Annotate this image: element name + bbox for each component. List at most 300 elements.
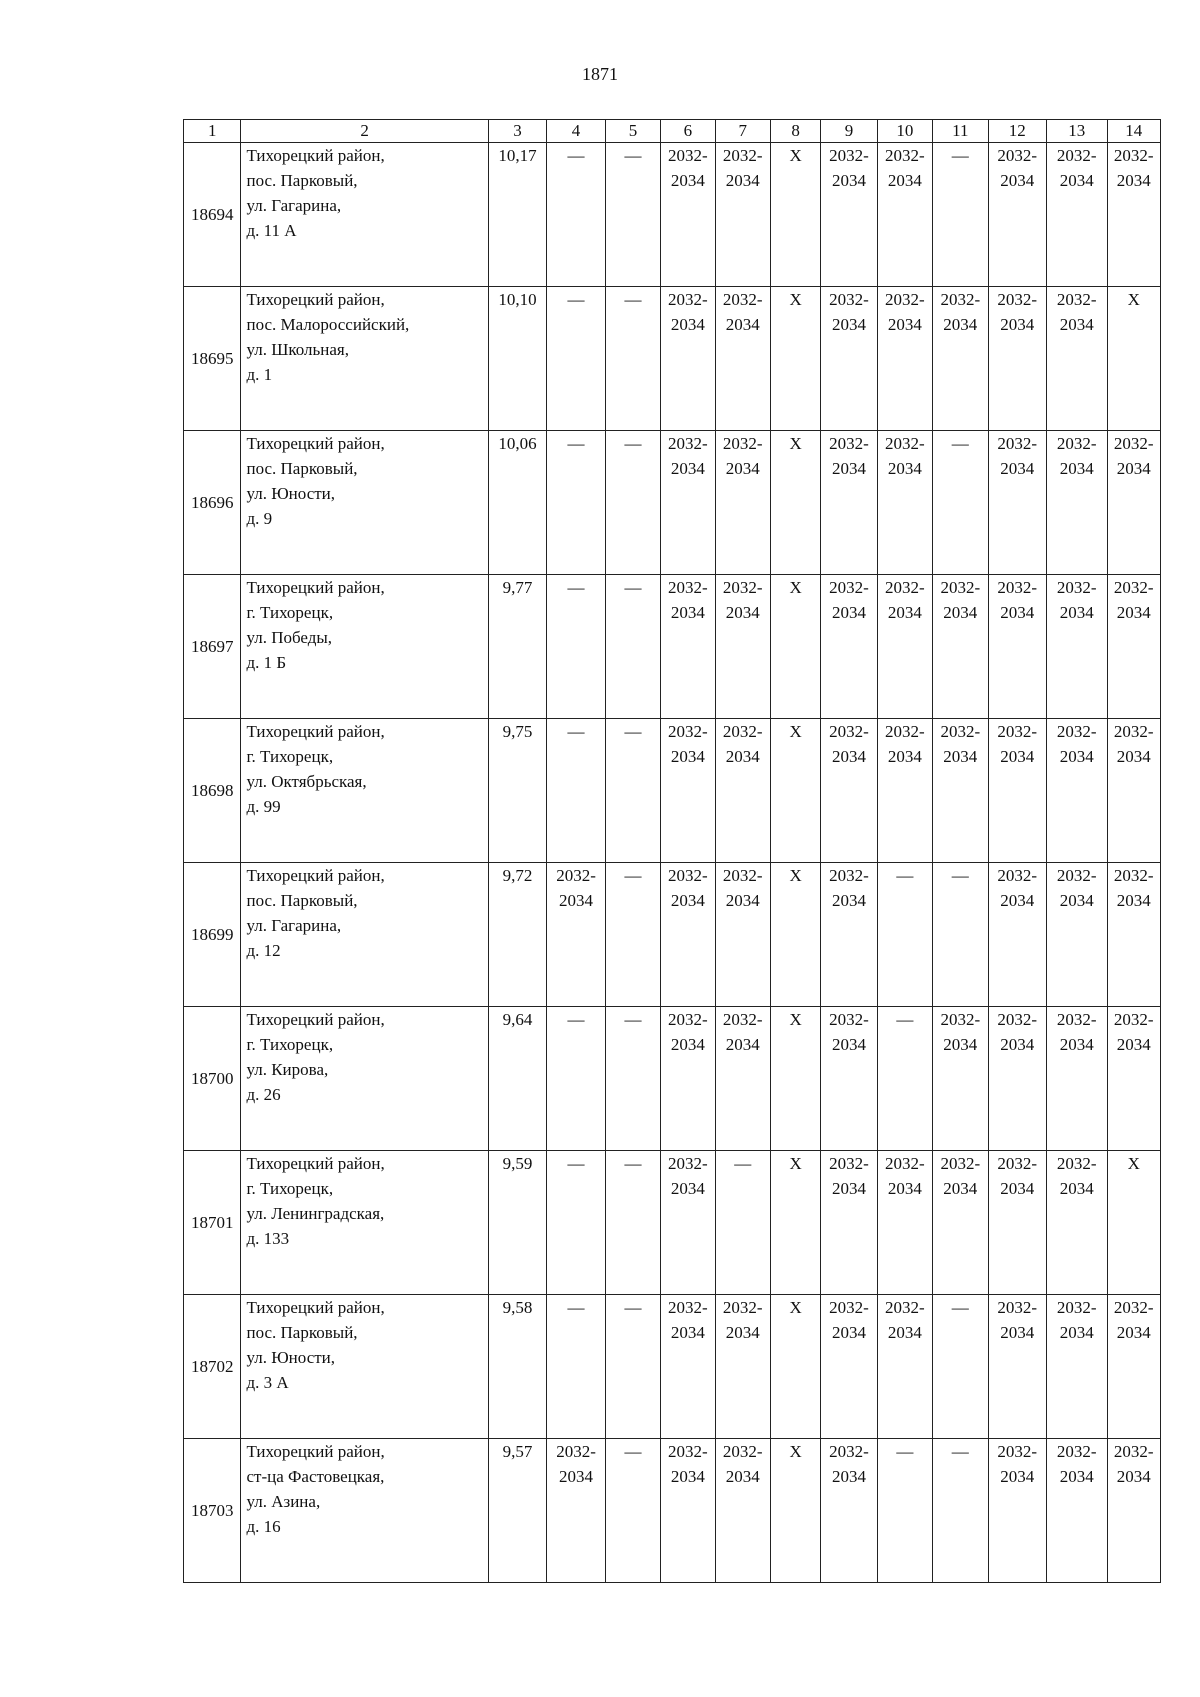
address-line: д. 99 (246, 797, 281, 816)
period-cell-c4 (547, 1007, 605, 1151)
period-cell-c10 (877, 1007, 932, 1151)
table-row (184, 1007, 1161, 1151)
period-line: 2032- (829, 1442, 869, 1461)
period-line: 2034 (943, 747, 978, 766)
period-line: 2032- (668, 722, 708, 741)
period-cell-c7 (715, 1439, 770, 1583)
period-cell-c9 (821, 863, 877, 1007)
cell-value: — (567, 1010, 585, 1029)
cell-value: — (567, 578, 585, 597)
period-line: 2032- (1113, 866, 1154, 885)
period-line: 2034 (1000, 747, 1035, 766)
period-cell-c12 (988, 431, 1046, 575)
period-cell-c11 (933, 719, 988, 863)
address-cell (241, 1295, 488, 1439)
period-line: 2034 (559, 1467, 594, 1486)
period-line: 2034 (1059, 891, 1094, 910)
cell-value: — (951, 866, 969, 885)
period-line: 2032- (1113, 722, 1154, 741)
period-cell-c10 (877, 575, 932, 719)
period-cell-c5 (605, 1007, 660, 1151)
period-line: 2034 (1000, 1179, 1035, 1198)
period-line: 2034 (831, 747, 866, 766)
period-cell-c13 (1046, 1439, 1107, 1583)
period-cell-c14 (1107, 143, 1160, 287)
period-line: 2034 (1059, 171, 1094, 190)
period-cell-c11 (933, 1439, 988, 1583)
period-line: 2032- (829, 722, 869, 741)
period-cell-c13 (1046, 1007, 1107, 1151)
column-header: 13 (1046, 120, 1107, 143)
period-line: 2032- (668, 146, 708, 165)
address-line: Тихорецкий район, (246, 1442, 385, 1461)
column-header: 9 (821, 120, 877, 143)
period-line: 2032- (885, 578, 925, 597)
period-cell-c11 (933, 1151, 988, 1295)
table-row (184, 143, 1161, 287)
period-line: 2034 (1116, 171, 1151, 190)
period-cell-c14 (1107, 1007, 1160, 1151)
period-cell-c7 (715, 1295, 770, 1439)
period-line: 2032- (1113, 1010, 1154, 1029)
period-cell-c5 (605, 143, 660, 287)
period-line: 2034 (670, 747, 705, 766)
period-line: 2034 (1059, 315, 1094, 334)
address-line: д. 3 А (246, 1373, 289, 1392)
address-line: д. 1 (246, 365, 273, 384)
area-cell: 9,64 (488, 1007, 546, 1151)
column-header: 2 (241, 120, 488, 143)
period-cell-c6 (661, 1151, 715, 1295)
period-cell-c13 (1046, 1295, 1107, 1439)
period-line: 2034 (1116, 603, 1151, 622)
address-line: д. 11 А (246, 221, 297, 240)
cell-value: — (951, 1442, 969, 1461)
period-cell-c7 (715, 863, 770, 1007)
address-line: Тихорецкий район, (246, 146, 385, 165)
period-line: 2032- (885, 290, 925, 309)
address-line: ул. Азина, (246, 1492, 321, 1511)
cell-value: — (567, 290, 585, 309)
period-line: 2034 (887, 171, 922, 190)
period-line: 2034 (1116, 747, 1151, 766)
table-row (184, 719, 1161, 863)
address-line: ул. Школьная, (246, 340, 349, 359)
period-cell-c8 (770, 575, 820, 719)
address-line: пос. Парковый, (246, 171, 358, 190)
period-cell-c6 (661, 863, 715, 1007)
period-line: 2034 (670, 315, 705, 334)
period-line: 2034 (943, 315, 978, 334)
period-line: 2034 (725, 1035, 760, 1054)
period-cell-c4 (547, 863, 605, 1007)
period-line: 2034 (1116, 1323, 1151, 1342)
address-line: г. Тихорецк, (246, 747, 334, 766)
period-line: 2034 (831, 1467, 866, 1486)
period-line: 2032- (940, 1010, 981, 1029)
address-cell (241, 863, 488, 1007)
period-cell-c6 (661, 431, 715, 575)
period-line: 2032- (997, 1010, 1038, 1029)
period-cell-c8 (770, 863, 820, 1007)
period-line: 2034 (725, 171, 760, 190)
column-header: 3 (488, 120, 546, 143)
period-line: 2034 (1000, 315, 1035, 334)
period-line: 2034 (1059, 603, 1094, 622)
period-line: 2032- (668, 578, 708, 597)
row-number-cell: 18694 (184, 143, 241, 287)
period-cell-c6 (661, 143, 715, 287)
period-line: 2032- (722, 146, 763, 165)
period-cell-c8 (770, 1295, 820, 1439)
period-cell-c8 (770, 719, 820, 863)
area-cell: 9,59 (488, 1151, 546, 1295)
period-line: 2032- (997, 1154, 1038, 1173)
period-cell-c5 (605, 1295, 660, 1439)
cell-value: Х (789, 1154, 802, 1173)
column-header: 11 (933, 120, 988, 143)
period-line: 2032- (1113, 146, 1154, 165)
cell-value: — (896, 866, 914, 885)
period-cell-c9 (821, 1295, 877, 1439)
period-line: 2032- (722, 578, 763, 597)
period-cell-c8 (770, 1151, 820, 1295)
cell-value: — (624, 290, 642, 309)
period-line: 2034 (1000, 603, 1035, 622)
period-line: 2032- (722, 1298, 763, 1317)
table-row (184, 863, 1161, 1007)
cell-value: Х (789, 290, 802, 309)
cell-value: Х (789, 434, 802, 453)
period-line: 2034 (1116, 459, 1151, 478)
period-line: 2034 (1116, 1035, 1151, 1054)
period-line: 2034 (887, 459, 922, 478)
address-cell (241, 719, 488, 863)
period-line: 2032- (668, 1298, 708, 1317)
period-line: 2034 (1059, 1467, 1094, 1486)
period-line: 2034 (559, 891, 594, 910)
address-cell (241, 575, 488, 719)
period-cell-c9 (821, 1007, 877, 1151)
area-cell: 9,57 (488, 1439, 546, 1583)
period-cell-c5 (605, 287, 660, 431)
period-cell-c13 (1046, 431, 1107, 575)
period-line: 2034 (670, 1467, 705, 1486)
period-cell-c11 (933, 287, 988, 431)
period-cell-c6 (661, 1439, 715, 1583)
period-line: 2032- (885, 722, 925, 741)
period-cell-c5 (605, 719, 660, 863)
period-line: 2034 (670, 1323, 705, 1342)
address-line: ул. Юности, (246, 484, 336, 503)
period-line: 2034 (831, 459, 866, 478)
period-cell-c10 (877, 863, 932, 1007)
cell-value: Х (1127, 290, 1140, 309)
period-line: 2032- (1056, 434, 1097, 453)
period-cell-c13 (1046, 1151, 1107, 1295)
period-line: 2034 (831, 1323, 866, 1342)
table-row (184, 1295, 1161, 1439)
area-cell: 10,06 (488, 431, 546, 575)
period-line: 2032- (885, 1154, 925, 1173)
period-line: 2032- (668, 290, 708, 309)
address-line: Тихорецкий район, (246, 434, 385, 453)
period-line: 2032- (997, 146, 1038, 165)
period-line: 2032- (1113, 1298, 1154, 1317)
address-line: д. 9 (246, 509, 273, 528)
period-line: 2032- (668, 1442, 708, 1461)
period-cell-c5 (605, 863, 660, 1007)
row-number-cell: 18698 (184, 719, 241, 863)
period-cell-c13 (1046, 575, 1107, 719)
period-line: 2034 (670, 171, 705, 190)
period-cell-c7 (715, 719, 770, 863)
address-line: ул. Гагарина, (246, 916, 342, 935)
period-line: 2034 (943, 1179, 978, 1198)
period-line: 2032- (940, 290, 981, 309)
period-cell-c6 (661, 719, 715, 863)
period-line: 2032- (668, 866, 708, 885)
period-line: 2032- (722, 866, 763, 885)
page-number: 1871 (582, 64, 618, 84)
period-cell-c10 (877, 1439, 932, 1583)
period-line: 2032- (1056, 1010, 1097, 1029)
period-cell-c9 (821, 1439, 877, 1583)
period-line: 2032- (668, 1154, 708, 1173)
cell-value: Х (789, 1010, 802, 1029)
column-header: 10 (877, 120, 932, 143)
period-cell-c12 (988, 287, 1046, 431)
address-line: пос. Малороссийский, (246, 315, 410, 334)
row-number-cell: 18700 (184, 1007, 241, 1151)
period-line: 2032- (829, 1010, 869, 1029)
period-line: 2032- (885, 1298, 925, 1317)
row-number-cell: 18697 (184, 575, 241, 719)
area-cell: 10,17 (488, 143, 546, 287)
period-cell-c4 (547, 143, 605, 287)
address-line: д. 16 (246, 1517, 281, 1536)
period-line: 2032- (829, 290, 869, 309)
period-cell-c7 (715, 143, 770, 287)
address-line: Тихорецкий район, (246, 1298, 385, 1317)
period-cell-c12 (988, 1295, 1046, 1439)
cell-value: — (624, 1442, 642, 1461)
period-line: 2034 (670, 1179, 705, 1198)
period-line: 2034 (725, 315, 760, 334)
cell-value: Х (789, 866, 802, 885)
address-line: пос. Парковый, (246, 891, 358, 910)
cell-value: — (567, 146, 585, 165)
address-line: пос. Парковый, (246, 1323, 358, 1342)
cell-value: — (567, 722, 585, 741)
address-line: ул. Ленинградская, (246, 1204, 385, 1223)
period-line: 2034 (1000, 1323, 1035, 1342)
period-cell-c4 (547, 287, 605, 431)
period-line: 2032- (829, 866, 869, 885)
period-cell-c13 (1046, 143, 1107, 287)
period-cell-c6 (661, 1295, 715, 1439)
address-line: ул. Гагарина, (246, 196, 342, 215)
period-cell-c14 (1107, 1439, 1160, 1583)
period-line: 2034 (725, 747, 760, 766)
address-line: д. 1 Б (246, 653, 287, 672)
table-row (184, 1439, 1161, 1583)
address-line: ул. Юности, (246, 1348, 336, 1367)
period-line: 2034 (831, 891, 866, 910)
period-line: 2034 (887, 603, 922, 622)
cell-value: — (624, 722, 642, 741)
period-line: 2032- (1056, 290, 1097, 309)
address-line: Тихорецкий район, (246, 1154, 385, 1173)
cell-value: — (567, 1154, 585, 1173)
table-row (184, 575, 1161, 719)
period-line: 2032- (829, 146, 869, 165)
period-cell-c6 (661, 1007, 715, 1151)
cell-value: — (896, 1010, 914, 1029)
period-cell-c9 (821, 575, 877, 719)
period-cell-c10 (877, 287, 932, 431)
table-row (184, 1151, 1161, 1295)
period-cell-c6 (661, 287, 715, 431)
period-cell-c4 (547, 1439, 605, 1583)
period-line: 2032- (997, 1442, 1038, 1461)
cell-value: — (624, 1298, 642, 1317)
period-line: 2032- (556, 866, 596, 885)
address-cell (241, 1007, 488, 1151)
cell-value: — (567, 434, 585, 453)
period-line: 2032- (1056, 1298, 1097, 1317)
period-line: 2034 (831, 171, 866, 190)
period-line: 2034 (1116, 891, 1151, 910)
address-line: Тихорецкий район, (246, 866, 385, 885)
period-cell-c4 (547, 719, 605, 863)
period-line: 2032- (997, 290, 1038, 309)
area-cell: 9,72 (488, 863, 546, 1007)
period-cell-c14 (1107, 431, 1160, 575)
address-line: д. 12 (246, 941, 281, 960)
address-line: Тихорецкий район, (246, 722, 385, 741)
period-cell-c7 (715, 431, 770, 575)
period-cell-c9 (821, 287, 877, 431)
row-number-cell: 18701 (184, 1151, 241, 1295)
period-cell-c11 (933, 863, 988, 1007)
period-line: 2032- (1056, 866, 1097, 885)
period-cell-c14 (1107, 863, 1160, 1007)
column-header: 6 (661, 120, 715, 143)
period-line: 2032- (1056, 722, 1097, 741)
address-line: д. 133 (246, 1229, 290, 1248)
period-line: 2032- (829, 1298, 869, 1317)
period-cell-c12 (988, 143, 1046, 287)
period-line: 2034 (1000, 1467, 1035, 1486)
cell-value: — (951, 1298, 969, 1317)
cell-value: — (734, 1154, 752, 1173)
period-cell-c8 (770, 1007, 820, 1151)
period-cell-c10 (877, 719, 932, 863)
cell-value: — (624, 146, 642, 165)
period-line: 2034 (725, 1323, 760, 1342)
period-line: 2034 (831, 1035, 866, 1054)
period-cell-c9 (821, 431, 877, 575)
period-line: 2034 (1000, 459, 1035, 478)
period-cell-c9 (821, 719, 877, 863)
period-cell-c14 (1107, 1151, 1160, 1295)
period-line: 2034 (831, 603, 866, 622)
period-cell-c8 (770, 287, 820, 431)
cell-value: — (624, 1154, 642, 1173)
cell-value: Х (1127, 1154, 1140, 1173)
period-line: 2032- (1056, 578, 1097, 597)
period-cell-c10 (877, 1151, 932, 1295)
row-number-cell: 18699 (184, 863, 241, 1007)
address-cell (241, 143, 488, 287)
column-header: 8 (770, 120, 820, 143)
period-cell-c6 (661, 575, 715, 719)
period-cell-c14 (1107, 287, 1160, 431)
address-line: ул. Победы, (246, 628, 333, 647)
address-line: Тихорецкий район, (246, 578, 385, 597)
period-line: 2032- (997, 866, 1038, 885)
period-line: 2032- (1056, 1442, 1097, 1461)
period-line: 2032- (940, 722, 981, 741)
period-line: 2034 (1059, 1035, 1094, 1054)
period-line: 2032- (997, 578, 1038, 597)
address-line: пос. Парковый, (246, 459, 358, 478)
period-line: 2032- (1056, 1154, 1097, 1173)
cell-value: — (951, 434, 969, 453)
period-cell-c10 (877, 431, 932, 575)
address-cell (241, 1151, 488, 1295)
period-cell-c4 (547, 575, 605, 719)
period-cell-c7 (715, 1007, 770, 1151)
table-header-row (184, 120, 1161, 143)
period-line: 2034 (887, 1179, 922, 1198)
period-line: 2034 (725, 459, 760, 478)
address-line: г. Тихорецк, (246, 1179, 334, 1198)
period-cell-c11 (933, 1007, 988, 1151)
area-cell: 10,10 (488, 287, 546, 431)
cell-value: Х (789, 146, 802, 165)
period-line: 2032- (997, 1298, 1038, 1317)
period-line: 2032- (829, 434, 869, 453)
period-cell-c13 (1046, 719, 1107, 863)
row-number-cell: 18702 (184, 1295, 241, 1439)
address-line: г. Тихорецк, (246, 603, 334, 622)
period-line: 2032- (997, 434, 1038, 453)
period-cell-c10 (877, 1295, 932, 1439)
period-line: 2032- (885, 146, 925, 165)
period-line: 2034 (943, 603, 978, 622)
table-row (184, 287, 1161, 431)
period-cell-c12 (988, 1151, 1046, 1295)
cell-value: — (951, 146, 969, 165)
period-line: 2034 (887, 315, 922, 334)
period-line: 2032- (1113, 578, 1154, 597)
address-line: г. Тихорецк, (246, 1035, 334, 1054)
period-cell-c10 (877, 143, 932, 287)
address-line: д. 26 (246, 1085, 281, 1104)
cell-value: Х (789, 1298, 802, 1317)
period-cell-c5 (605, 431, 660, 575)
period-line: 2034 (831, 315, 866, 334)
period-line: 2032- (940, 1154, 981, 1173)
period-cell-c11 (933, 1295, 988, 1439)
period-line: 2032- (722, 722, 763, 741)
period-line: 2032- (722, 290, 763, 309)
register-table (183, 119, 1161, 1583)
period-cell-c5 (605, 575, 660, 719)
address-line: Тихорецкий район, (246, 1010, 385, 1029)
